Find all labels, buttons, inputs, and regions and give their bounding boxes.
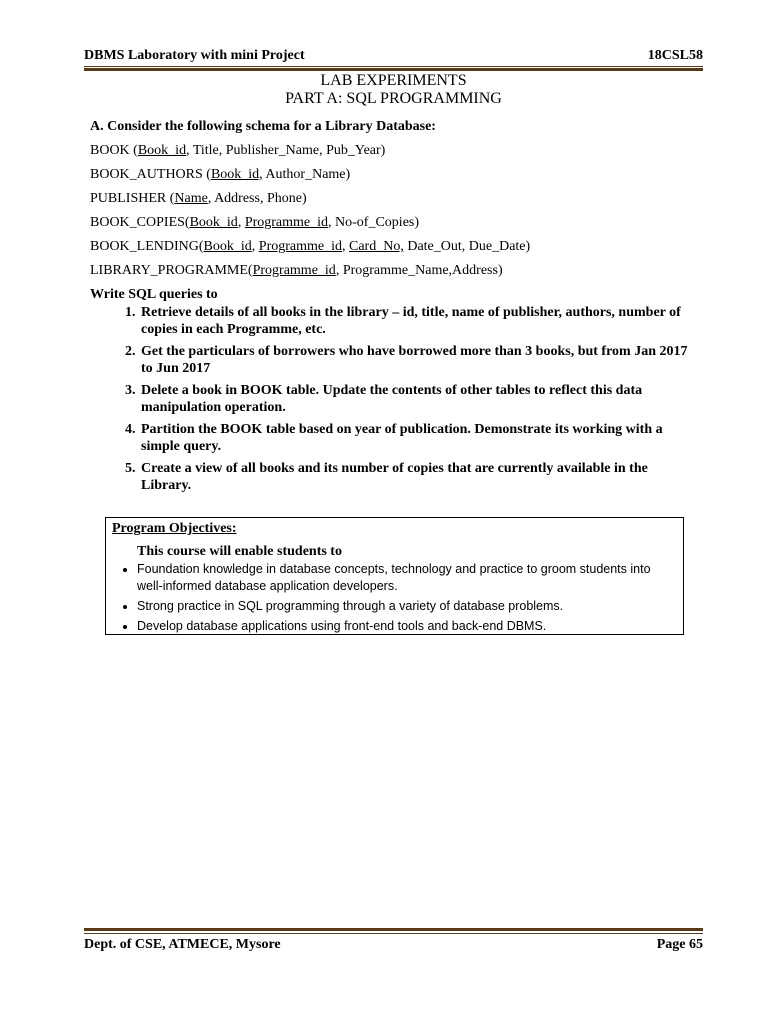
schema-text: , (342, 239, 349, 254)
schema-line (90, 166, 690, 184)
schema-line (90, 214, 690, 232)
title-lab-experiments: LAB EXPERIMENTS (320, 72, 467, 89)
queries-list (90, 304, 690, 494)
footer-rule-thin (84, 933, 703, 934)
objective-item: • Foundation knowledge in database concepts, technology and practice to groom students into well-informed database application developers. (137, 561, 677, 595)
schema-key-field: Programme_id (252, 263, 336, 278)
query-item: 5. Create a view of all books and its number of copies that are currently available in the Library. (139, 460, 690, 494)
query-item: 2. Get the particulars of borrowers who have borrowed more than 3 books, but from Jan 2017 to Jun 2017 (139, 343, 690, 377)
header-course-title: DBMS Laboratory with mini Project (84, 48, 305, 63)
schema-text: Author_Name) (262, 167, 351, 182)
schema-text: , No-of_Copies) (328, 215, 420, 230)
objectives-intro: This course will enable students to (137, 544, 342, 559)
schema-text: , Address, Phone) (207, 191, 307, 206)
schema-key-field: Programme_id (244, 215, 329, 230)
schema-text: LIBRARY_PROGRAMME( (90, 263, 253, 278)
schema-key-field: Book_id (203, 239, 252, 254)
header-rule-thin (84, 66, 703, 67)
header-rule-thick (84, 68, 703, 71)
query-item: 3. Delete a book in BOOK table. Update the contents of other tables to reflect this data manipulation operation. (139, 382, 690, 416)
footer-rule-thick (84, 928, 703, 931)
schema-text: BOOK_COPIES( (90, 215, 190, 230)
schema-key-field: Card_No, (349, 239, 404, 254)
schema-text: BOOK_LENDING( (90, 239, 204, 254)
header-course-code: 18CSL58 (647, 48, 703, 63)
schema-line (90, 142, 690, 160)
schema-key-field: Name (174, 191, 208, 206)
schema-intro: A. Consider the following schema for a Library Database: (90, 119, 436, 134)
query-item: 1. Retrieve details of all books in the library – id, title, name of publisher, authors, number of copies in each Programme, etc. (139, 304, 690, 338)
page-titles (84, 72, 703, 108)
page-header (84, 47, 703, 65)
schema-line (90, 262, 690, 280)
page-footer (84, 936, 703, 954)
main-content (90, 118, 690, 499)
schema-text: , (251, 239, 259, 254)
schema-key-field: Programme_id (258, 239, 342, 254)
objectives-title: Program Objectives: (112, 521, 237, 536)
footer-department: Dept. of CSE, ATMECE, Mysore (84, 937, 281, 952)
schema-text: PUBLISHER ( (90, 191, 175, 206)
objectives-list (112, 561, 677, 635)
queries-intro: Write SQL queries to (90, 287, 218, 302)
schema-list (90, 142, 690, 280)
schema-text: , Programme_Name,Address) (335, 263, 503, 278)
schema-key-field: Book_id, (210, 167, 263, 182)
schema-key-field: Book_id (137, 143, 187, 158)
schema-text: BOOK_AUTHORS ( (90, 167, 211, 182)
query-item: 4. Partition the BOOK table based on year of publication. Demonstrate its working with a simple query. (139, 421, 690, 455)
schema-text: Date_Out, Due_Date) (403, 239, 531, 254)
schema-text: , Title, Publisher_Name, Pub_Year) (186, 143, 386, 158)
title-part-a: PART A: SQL PROGRAMMING (285, 90, 502, 107)
footer-page-number: Page 65 (656, 937, 703, 952)
schema-text: BOOK ( (90, 143, 138, 158)
objective-item: • Strong practice in SQL programming through a variety of database problems. (137, 598, 677, 615)
schema-line (90, 190, 690, 208)
objective-item: • Develop database applications using front-end tools and back-end DBMS. (137, 618, 677, 635)
schema-text: , (237, 215, 245, 230)
schema-line (90, 238, 690, 256)
schema-key-field: Book_id (189, 215, 238, 230)
program-objectives-box (105, 517, 684, 635)
